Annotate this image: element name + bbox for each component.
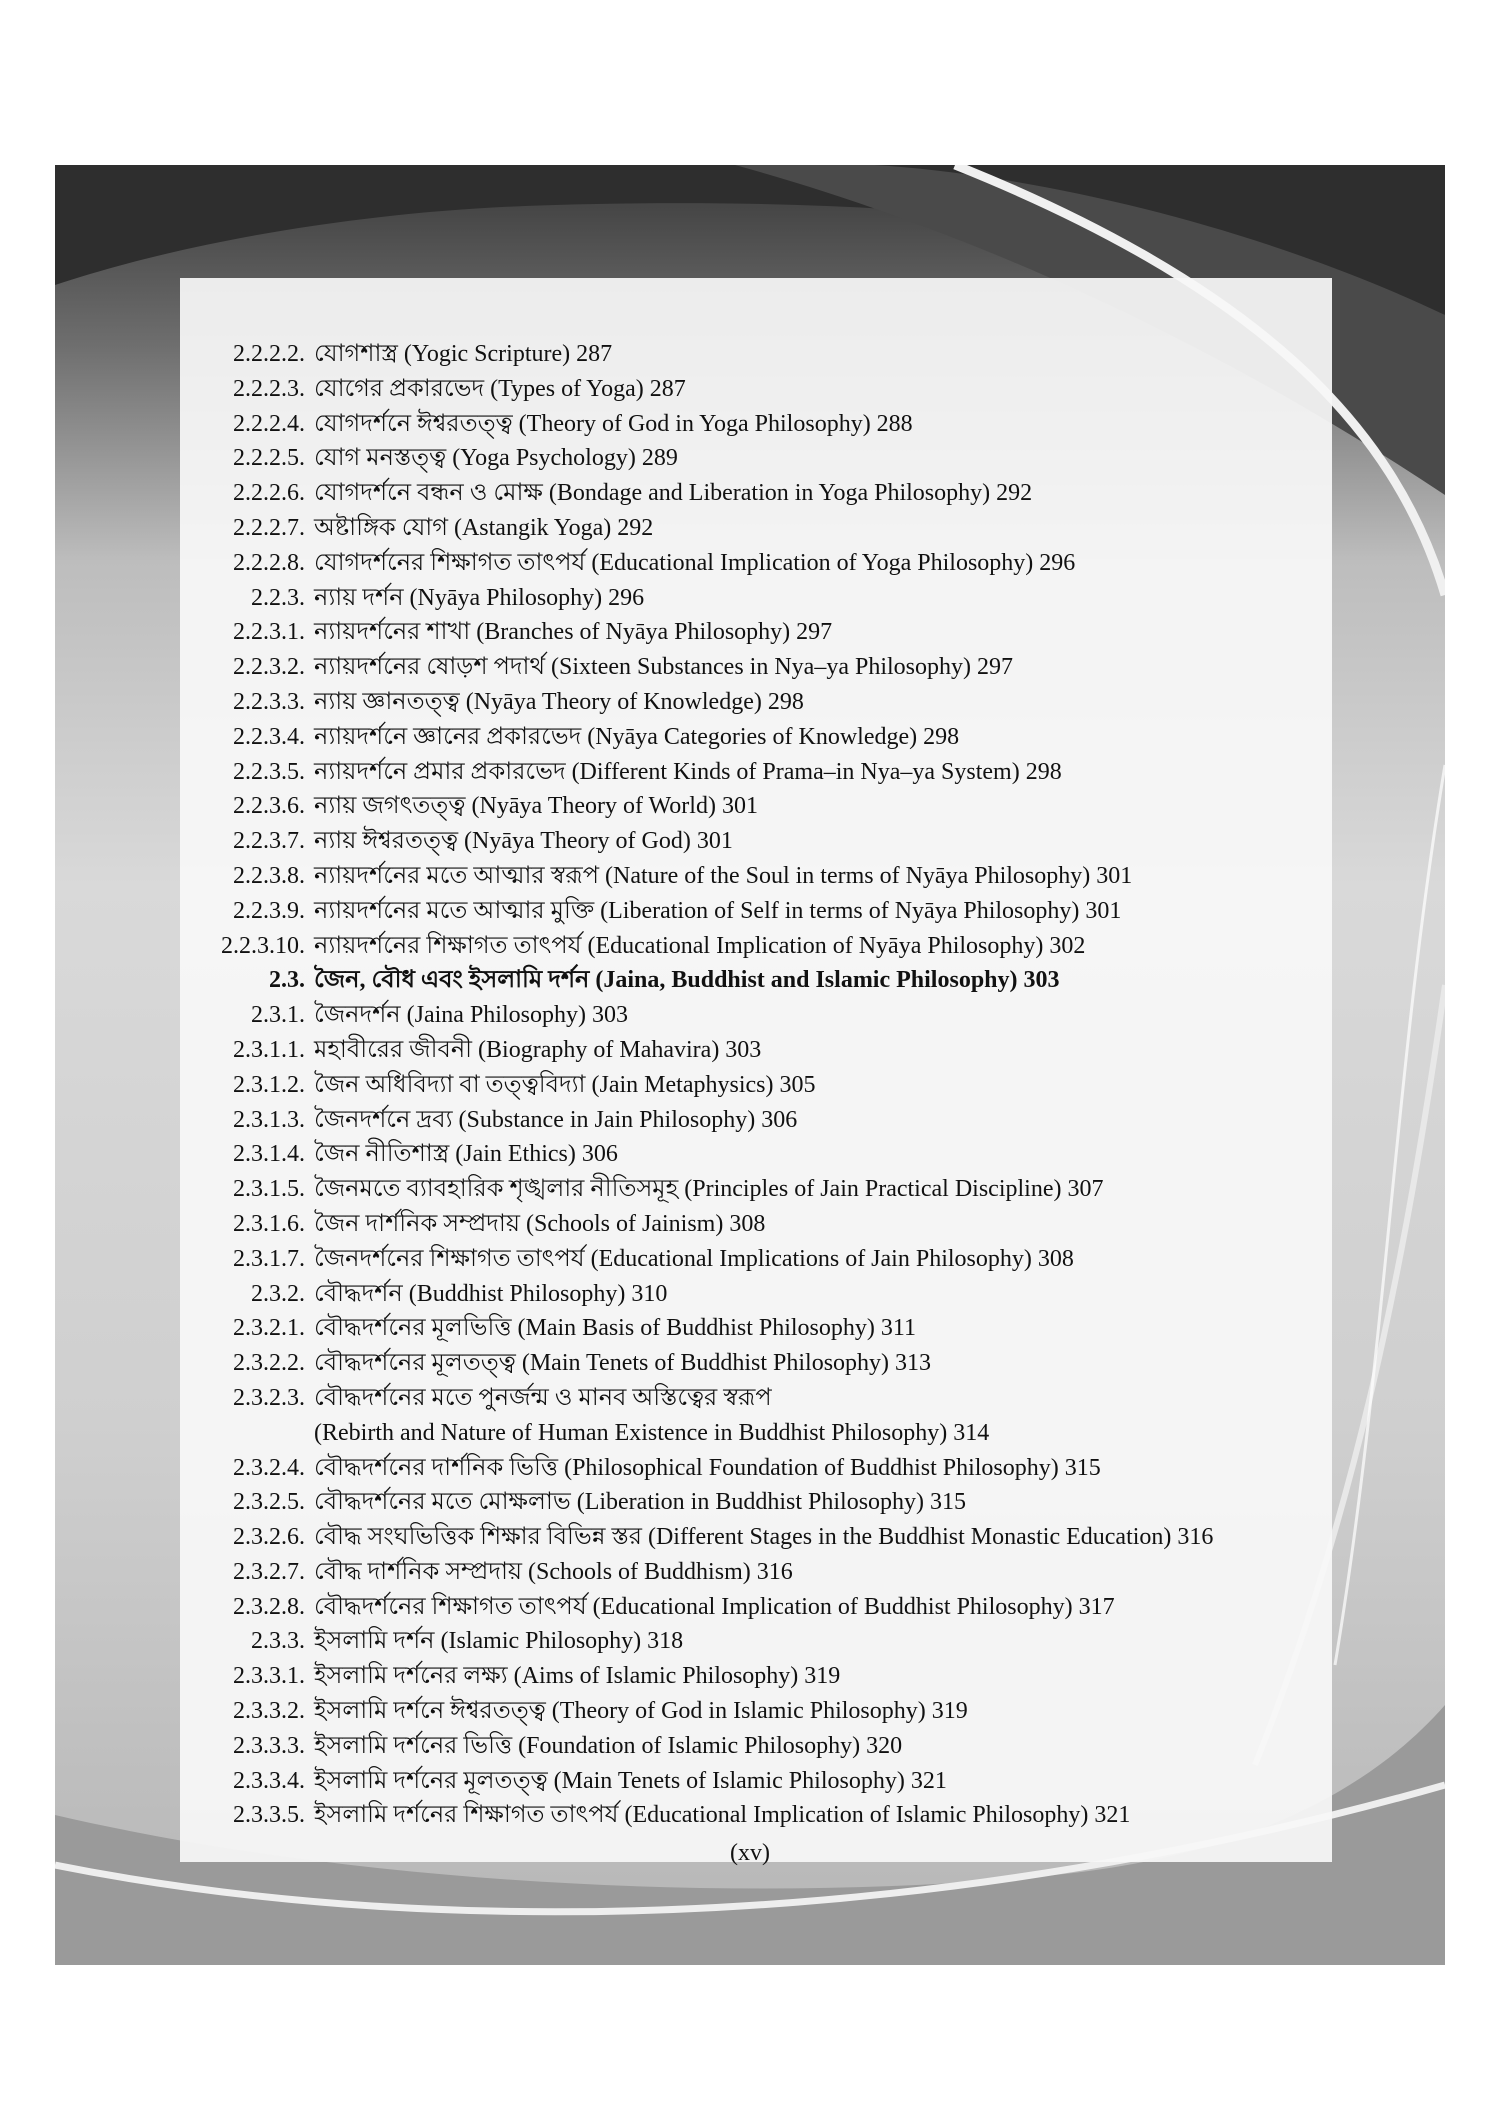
toc-entry xyxy=(0,546,1500,581)
toc-entry-title: ন্যায়দর্শনের শাখা (Branches of Nyāya Philosophy) 297 xyxy=(314,619,833,646)
toc-entry-number: 2.3.1.7. xyxy=(233,1245,305,1272)
toc-entry xyxy=(0,1277,1500,1312)
toc-entry-number: 2.3.2. xyxy=(251,1280,305,1307)
toc-entry-title: জৈনদর্শন (Jaina Philosophy) 303 xyxy=(314,1002,628,1029)
toc-entry-number: 2.2.3.1. xyxy=(233,619,305,646)
toc-entry-number: 2.3.1.6. xyxy=(233,1210,305,1237)
toc-entry xyxy=(0,1659,1500,1694)
toc-entry xyxy=(0,1520,1500,1555)
toc-entry-number: 2.3.3.5. xyxy=(233,1802,305,1829)
toc-entry xyxy=(0,407,1500,442)
toc-entry xyxy=(0,894,1500,929)
toc-entry-title: বৌদ্ধদর্শনের শিক্ষাগত তাৎপর্য (Educational Implication of Buddhist Philosophy) 317 xyxy=(314,1593,1115,1620)
toc-entry-number: 2.2.3.6. xyxy=(233,793,305,820)
toc-entry-number: 2.3.2.4. xyxy=(233,1454,305,1481)
toc-entry xyxy=(0,789,1500,824)
toc-entry-number: 2.3.2.3. xyxy=(233,1384,305,1411)
toc-entry-number: 2.2.2.4. xyxy=(233,410,305,437)
toc-entry-number: 2.2.3.5. xyxy=(233,758,305,785)
toc-entry xyxy=(0,511,1500,546)
toc-entry-number: 2.3.2.1. xyxy=(233,1315,305,1342)
toc-entry-title: ন্যায় জ্ঞানতত্ত্ব (Nyāya Theory of Knowledge) 298 xyxy=(314,688,804,715)
toc-entry xyxy=(0,859,1500,894)
toc-entry-number: 2.2.2.3. xyxy=(233,375,305,402)
toc-entry-title: জৈন দার্শনিক সম্প্রদায় (Schools of Jainism) 308 xyxy=(314,1210,766,1237)
toc-entry-number: 2.3.2.8. xyxy=(233,1593,305,1620)
toc-entry-title: জৈন নীতিশাস্ত্র (Jain Ethics) 306 xyxy=(314,1141,618,1168)
toc-entry xyxy=(0,1346,1500,1381)
toc-entry-number: 2.2.3.4. xyxy=(233,723,305,750)
table-of-contents xyxy=(0,337,1500,1833)
toc-entry xyxy=(0,1798,1500,1833)
toc-entry xyxy=(0,1729,1500,1764)
toc-entry-number: 2.3.3.4. xyxy=(233,1767,305,1794)
toc-entry xyxy=(0,824,1500,859)
toc-entry xyxy=(0,685,1500,720)
toc-entry xyxy=(0,441,1500,476)
toc-entry-title: ইসলামি দর্শনের শিক্ষাগত তাৎপর্য (Educational Implication of Islamic Philosophy) 321 xyxy=(314,1802,1131,1829)
toc-entry-number: 2.3.1.2. xyxy=(233,1071,305,1098)
toc-entry-title: ন্যায়দর্শনের মতে আত্মার স্বরূপ (Nature of the Soul in terms of Nyāya Philosophy) 301 xyxy=(314,862,1133,889)
toc-entry xyxy=(0,1068,1500,1103)
toc-entry-title: বৌদ্ধদর্শনের দার্শনিক ভিত্তি (Philosophical Foundation of Buddhist Philosophy) 315 xyxy=(314,1454,1101,1481)
toc-entry xyxy=(0,1555,1500,1590)
toc-entry-title: ন্যায়দর্শনের শিক্ষাগত তাৎপর্য (Educational Implication of Nyāya Philosophy) 302 xyxy=(314,932,1086,959)
toc-entry-number: 2.2.3.2. xyxy=(233,654,305,681)
toc-entry xyxy=(0,1451,1500,1486)
toc-entry-number: 2.3.2.5. xyxy=(233,1489,305,1516)
page-number: (xv) xyxy=(730,1840,770,1866)
toc-entry xyxy=(0,998,1500,1033)
toc-entry-title: ইসলামি দর্শনের লক্ষ্য (Aims of Islamic Philosophy) 319 xyxy=(314,1663,841,1690)
toc-entry xyxy=(0,581,1500,616)
toc-entry-title: ইসলামি দর্শনের ভিত্তি (Foundation of Islamic Philosophy) 320 xyxy=(314,1732,903,1759)
toc-entry-title: যোগের প্রকারভেদ (Types of Yoga) 287 xyxy=(314,375,686,402)
toc-entry-title: ন্যায়দর্শনের মতে আত্মার মুক্তি (Liberation of Self in terms of Nyāya Philosophy) 301 xyxy=(314,897,1122,924)
toc-entry-number: 2.2.2.8. xyxy=(233,549,305,576)
toc-entry-number: 2.3.1.4. xyxy=(233,1141,305,1168)
toc-entry-title: বৌদ্ধদর্শনের মতে মোক্ষলাভ (Liberation in Buddhist Philosophy) 315 xyxy=(314,1489,967,1516)
toc-entry-title: (Rebirth and Nature of Human Existence in Buddhist Philosophy) 314 xyxy=(314,1419,990,1446)
toc-entry-number: 2.2.3.8. xyxy=(233,862,305,889)
toc-entry-title: ন্যায়দর্শনে জ্ঞানের প্রকারভেদ (Nyāya Categories of Knowledge) 298 xyxy=(314,723,960,750)
toc-entry-number: 2.3.1.3. xyxy=(233,1106,305,1133)
toc-entry-number: 2.2.3.7. xyxy=(233,828,305,855)
toc-entry-number: 2.2.3.10. xyxy=(221,932,305,959)
toc-entry-number: 2.3.1. xyxy=(251,1002,305,1029)
toc-entry xyxy=(0,1416,1500,1451)
toc-entry-title: বৌদ্ধ সংঘভিত্তিক শিক্ষার বিভিন্ন স্তর (Different Stages in the Buddhist Monastic Education) 316 xyxy=(314,1524,1214,1551)
toc-entry xyxy=(0,1242,1500,1277)
toc-entry-title: ন্যায় দর্শন (Nyāya Philosophy) 296 xyxy=(314,584,645,611)
toc-entry xyxy=(0,929,1500,964)
toc-entry-title: যোগ মনস্তত্ত্ব (Yoga Psychology) 289 xyxy=(314,445,678,472)
toc-entry xyxy=(0,1103,1500,1138)
toc-entry-title: জৈন অধিবিদ্যা বা তত্ত্ববিদ্যা (Jain Metaphysics) 305 xyxy=(314,1071,816,1098)
toc-entry-number: 2.3.3.1. xyxy=(233,1663,305,1690)
toc-entry-title: যোগশাস্ত্র (Yogic Scripture) 287 xyxy=(314,341,613,367)
toc-entry xyxy=(0,337,1500,372)
toc-entry xyxy=(0,615,1500,650)
toc-entry-title: বৌদ্ধ দার্শনিক সম্প্রদায় (Schools of Buddhism) 316 xyxy=(314,1558,793,1585)
toc-entry xyxy=(0,963,1500,998)
toc-entry-title: জৈনদর্শনে দ্রব্য (Substance in Jain Philosophy) 306 xyxy=(314,1106,798,1133)
toc-entry-title: যোগদর্শনে বন্ধন ও মোক্ষ (Bondage and Liberation in Yoga Philosophy) 292 xyxy=(314,480,1033,507)
toc-entry xyxy=(0,1311,1500,1346)
toc-entry xyxy=(0,720,1500,755)
toc-entry-title: মহাবীরের জীবনী (Biography of Mahavira) 303 xyxy=(314,1036,762,1063)
toc-entry-number: 2.3.1.1. xyxy=(233,1036,305,1063)
toc-entry xyxy=(0,1694,1500,1729)
toc-entry xyxy=(0,476,1500,511)
toc-entry-title: ইসলামি দর্শন (Islamic Philosophy) 318 xyxy=(314,1628,684,1655)
toc-entry xyxy=(0,1137,1500,1172)
toc-entry-title: বৌদ্ধদর্শনের মূলতত্ত্ব (Main Tenets of Buddhist Philosophy) 313 xyxy=(314,1350,932,1377)
toc-entry-title: ন্যায় ঈশ্বরতত্ত্ব (Nyāya Theory of God) 301 xyxy=(314,828,733,855)
toc-entry-number: 2.3.2.6. xyxy=(233,1524,305,1551)
toc-entry-number: 2.2.2.5. xyxy=(233,445,305,472)
toc-entry-title: জৈনমতে ব্যাবহারিক শৃঙ্খলার নীতিসমূহ (Principles of Jain Practical Discipline) 307 xyxy=(314,1176,1104,1203)
toc-entry-number: 2.3.2.2. xyxy=(233,1350,305,1377)
toc-entry xyxy=(0,1624,1500,1659)
toc-entry xyxy=(0,1172,1500,1207)
toc-entry xyxy=(0,755,1500,790)
toc-entry-number: 2.2.3.9. xyxy=(233,897,305,924)
toc-entry-title: ইসলামি দর্শনে ঈশ্বরতত্ত্ব (Theory of God in Islamic Philosophy) 319 xyxy=(314,1698,968,1725)
toc-entry-title: ন্যায়দর্শনের ষোড়শ পদার্থ (Sixteen Substances in Nya–ya Philosophy) 297 xyxy=(314,654,1013,681)
toc-entry-title: যোগদর্শনে ঈশ্বরতত্ত্ব (Theory of God in Yoga Philosophy) 288 xyxy=(314,410,913,437)
toc-entry-number: 2.2.2.2. xyxy=(233,341,305,367)
toc-entry xyxy=(0,1207,1500,1242)
toc-entry xyxy=(0,1590,1500,1625)
toc-entry-title: যোগদর্শনের শিক্ষাগত তাৎপর্য (Educational Implication of Yoga Philosophy) 296 xyxy=(314,549,1076,576)
toc-entry-number: 2.3.1.5. xyxy=(233,1176,305,1203)
toc-entry-title: জৈনদর্শনের শিক্ষাগত তাৎপর্য (Educational Implications of Jain Philosophy) 308 xyxy=(314,1245,1074,1272)
toc-entry xyxy=(0,1764,1500,1799)
toc-entry-number: 2.2.3.3. xyxy=(233,688,305,715)
toc-entry-number: 2.3. xyxy=(269,967,305,994)
toc-entry-title: ন্যায় জগৎতত্ত্ব (Nyāya Theory of World) 301 xyxy=(314,793,758,820)
toc-entry-number: 2.3.3. xyxy=(251,1628,305,1655)
toc-entry-title: ন্যায়দর্শনে প্রমার প্রকারভেদ (Different Kinds of Prama–in Nya–ya System) 298 xyxy=(314,758,1062,785)
toc-entry-number: 2.3.3.2. xyxy=(233,1698,305,1725)
toc-entry-number: 2.3.3.3. xyxy=(233,1732,305,1759)
toc-entry-number: 2.2.3. xyxy=(251,584,305,611)
toc-entry-number: 2.2.2.6. xyxy=(233,480,305,507)
toc-entry-title: বৌদ্ধদর্শনের মতে পুনর্জন্ম ও মানব অস্তিত্বের স্বরূপ xyxy=(314,1384,772,1411)
toc-entry-title: ইসলামি দর্শনের মূলতত্ত্ব (Main Tenets of Islamic Philosophy) 321 xyxy=(314,1767,947,1794)
toc-entry xyxy=(0,650,1500,685)
toc-entry xyxy=(0,1485,1500,1520)
toc-entry-number: 2.3.2.7. xyxy=(233,1558,305,1585)
toc-entry xyxy=(0,1381,1500,1416)
toc-entry-title: অষ্টাঙ্গিক যোগ (Astangik Yoga) 292 xyxy=(314,514,654,541)
toc-entry xyxy=(0,372,1500,407)
toc-entry-title: বৌদ্ধদর্শনের মূলভিত্তি (Main Basis of Buddhist Philosophy) 311 xyxy=(314,1315,916,1342)
toc-entry xyxy=(0,1033,1500,1068)
toc-entry-title: জৈন, বৌধ এবং ইসলামি দর্শন (Jaina, Buddhist and Islamic Philosophy) 303 xyxy=(314,967,1060,994)
toc-entry-number: 2.2.2.7. xyxy=(233,514,305,541)
toc-entry-title: বৌদ্ধদর্শন (Buddhist Philosophy) 310 xyxy=(314,1280,668,1307)
